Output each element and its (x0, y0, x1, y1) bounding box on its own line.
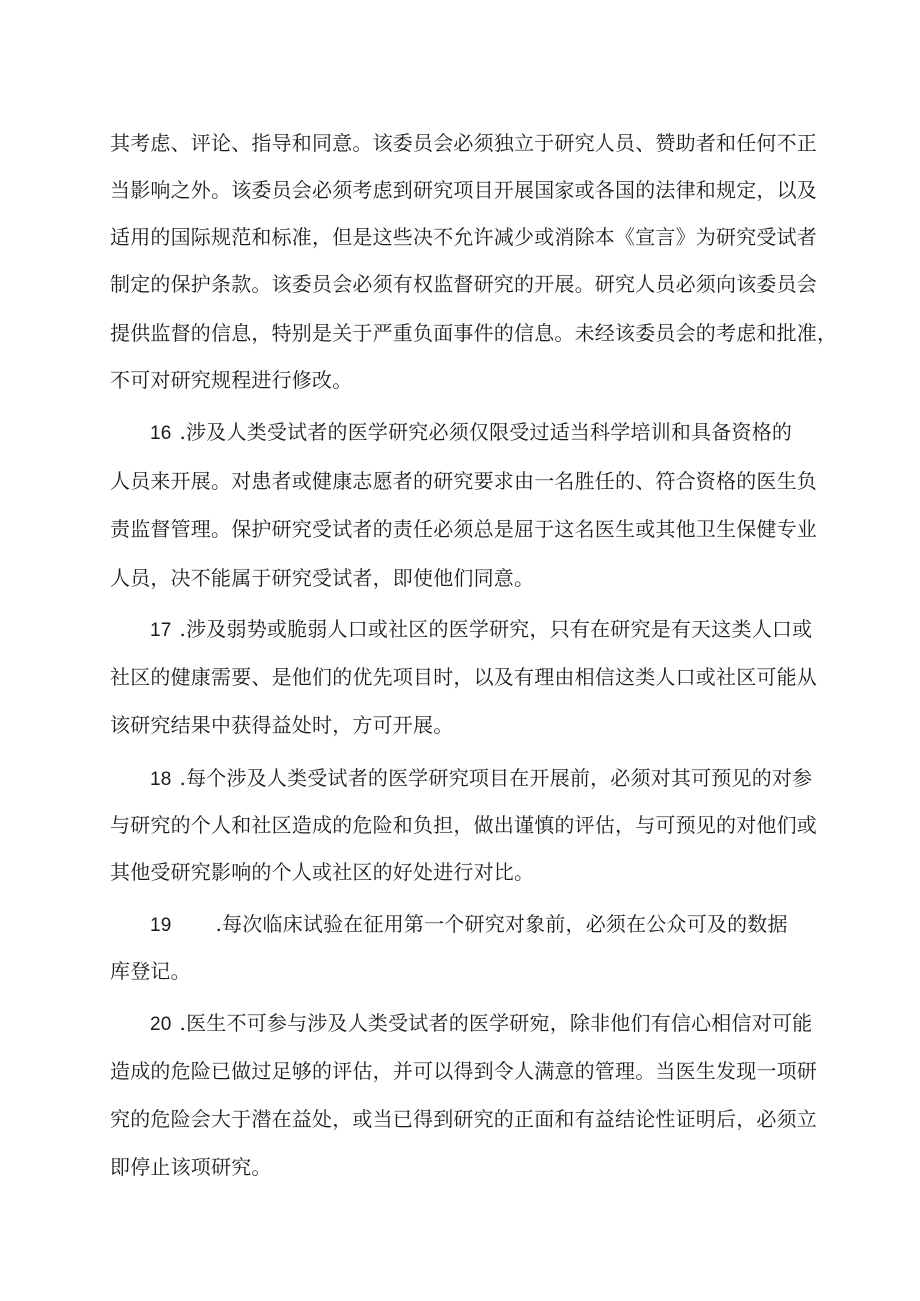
paragraph-19-number: 19 (150, 915, 172, 936)
paragraph-18-text: .每个涉及人类受试者的医学研究项目在开展前，必须对其可预见的对参 (179, 766, 813, 790)
paragraph-16-line-4: 人员，决不能属于研究受试者，即使他们同意。 (110, 566, 535, 590)
paragraph-20-text: .医生不可参与涉及人类受试者的医学研宛，除非他们有信心相信对可能 (179, 1011, 813, 1035)
paragraph-15-line-4: 制定的保护条款。该委员会必须有权监督研究的开展。研究人员必须向该委员会 (110, 272, 817, 296)
paragraph-19-line-1 (150, 909, 788, 941)
paragraph-17-line-3: 该研究结果中获得益处时，方可开展。 (110, 713, 454, 737)
paragraph-19-line-2: 库登记。 (110, 959, 191, 983)
paragraph-18-line-3: 其他受研究影响的个人或社区的好处进行对比。 (110, 860, 535, 884)
paragraph-16-line-3: 责监督管理。保护研究受试者的责任必须总是屈于这名医生或其他卫生保健专业 (110, 517, 817, 541)
paragraph-15-line-3: 适用的国际规范和标准，但是这些决不允许减少或消除本《宣言》为研究受试者 (110, 225, 817, 249)
paragraph-18-line-1 (150, 763, 812, 795)
paragraph-17-line-2: 社区的健康需要、是他们的优先项目时，以及有理由相信这类人口或社区可能从 (110, 665, 817, 689)
paragraph-19-text: .每次临床试验在征用第一个研究对象前，必须在公众可及的数据 (215, 912, 788, 936)
paragraph-17-text: .涉及弱势或脆弱人口或社区的医学研究，只有在研究是有天这类人口或 (179, 617, 813, 641)
paragraph-18-number: 18 (150, 769, 172, 790)
paragraph-20-line-2: 造成的危险已做过足够的评估，并可以得到令人满意的管理。当医生发现一项研 (110, 1059, 817, 1083)
paragraph-16-line-2: 人员来开展。对患者或健康志愿者的研究要求由一名胜任的、符合资格的医生负 (110, 469, 817, 493)
paragraph-20-line-1 (150, 1008, 812, 1040)
paragraph-15-line-5: 提供监督的信息，特别是关于严重负面事件的信息。未经该委员会的考虑和批准， (110, 321, 838, 345)
paragraph-20-number: 20 (150, 1014, 172, 1035)
paragraph-17-number: 17 (150, 620, 172, 641)
paragraph-16-text: .涉及人类受试者的医学研究必须仅限受过适当科学培训和具备资格的 (179, 420, 793, 444)
paragraph-18-line-2: 与研究的个人和社区造成的危险和负担，做出谨慎的评估，与可预见的对他们或 (110, 813, 817, 837)
paragraph-15-line-1: 其考虑、评论、指导和同意。该委员会必须独立于研究人员、赞助者和任何不正 (110, 131, 817, 155)
paragraph-20-line-3: 究的危险会大于潜在益处，或当已得到研究的正面和有益结论性证明后，必须立 (110, 1107, 817, 1131)
paragraph-17-line-1 (150, 614, 812, 646)
paragraph-16-line-1 (150, 417, 792, 449)
paragraph-15-line-6: 不可对研究规程进行修改。 (110, 368, 353, 392)
paragraph-15-line-2: 当影响之外。该委员会必须考虑到研究项目开展国家或各国的法律和规定，以及 (110, 178, 817, 202)
paragraph-20-line-4: 即停止该项研究。 (110, 1155, 272, 1179)
paragraph-16-number: 16 (150, 423, 172, 444)
